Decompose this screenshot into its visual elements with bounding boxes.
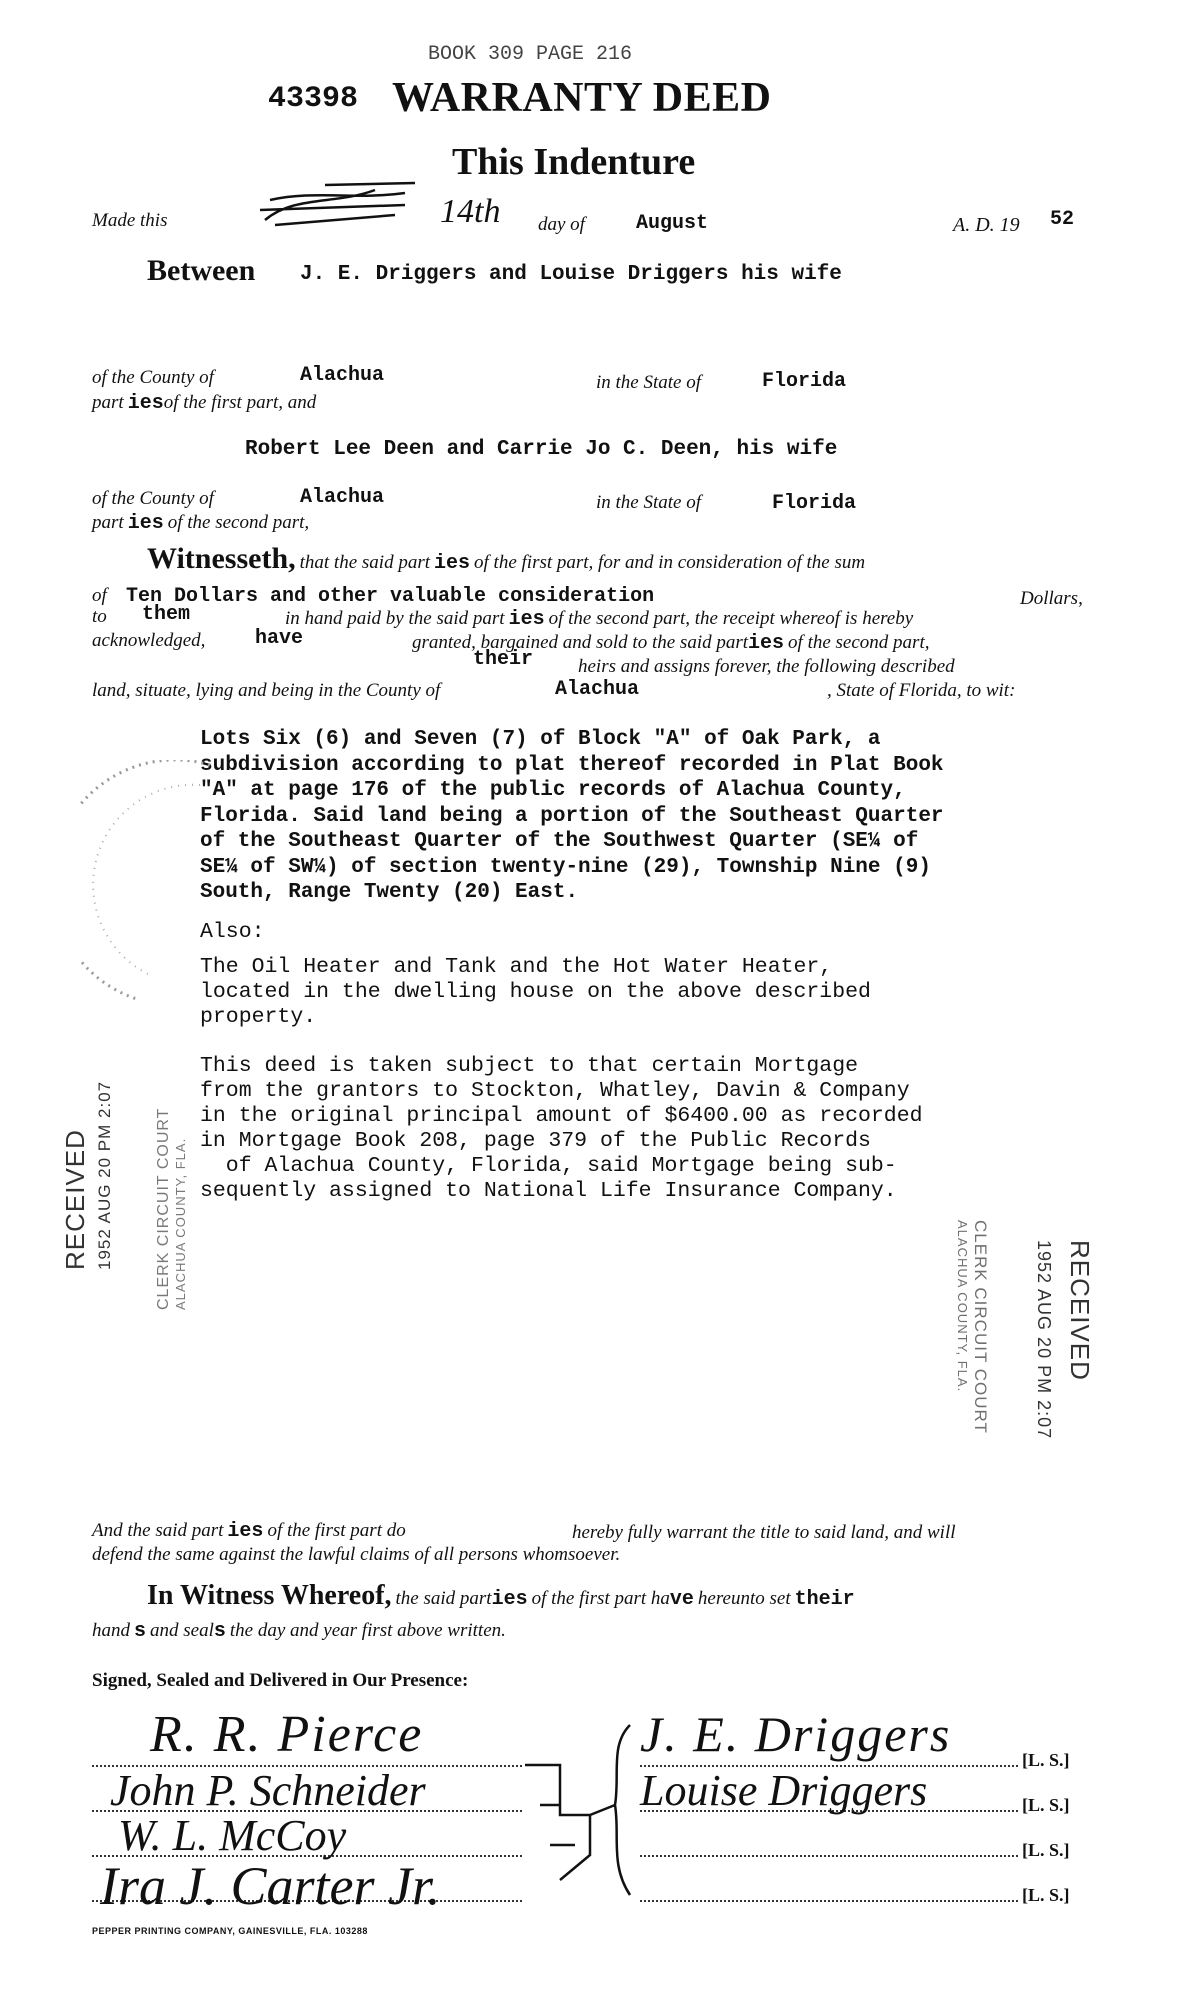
witness-whereof-label: In Witness Whereof, [147, 1580, 392, 1611]
warranty-line-1 [92, 1520, 406, 1543]
witnesseth-text: of the first part, for and in consideration of the sum [474, 552, 866, 573]
seal-label-4: [L. S.] [1022, 1885, 1070, 1905]
day-of-label: day of [538, 214, 585, 235]
included-fixtures: The Oil Heater and Tank and the Hot Water Heater, located in the dwelling house on the above described property. [200, 955, 871, 1029]
stamp-clerk: CLERK CIRCUIT COURT [155, 1107, 172, 1310]
consideration-of: of [92, 585, 107, 606]
also-label: Also: [200, 920, 265, 944]
received-stamp-right [1005, 1240, 1095, 1540]
state-of-florida-text: , State of Florida, to wit: [827, 680, 1016, 701]
acknowledged-label: acknowledged, [92, 630, 206, 651]
year-value: 52 [1050, 208, 1075, 231]
second-part-line [92, 512, 309, 535]
stamp-received: RECEIVED [60, 1129, 90, 1270]
witness-signature-4: Ira J. Carter Jr. [100, 1856, 441, 1916]
seal-label-2: [L. S.] [1022, 1795, 1070, 1815]
part-prefix: part [92, 392, 124, 413]
grantor-line-3 [640, 1855, 1018, 1857]
first-county-label: of the County of [92, 367, 214, 388]
stamp-received: RECEIVED [1065, 1240, 1095, 1381]
seal-label-1: [L. S.] [1022, 1750, 1070, 1770]
land-county: Alachua [555, 678, 640, 701]
whereof-fill: s [134, 1620, 147, 1643]
first-state: Florida [762, 370, 847, 393]
hand-seal-line [92, 1620, 506, 1643]
their-value: their [473, 648, 534, 671]
warranty-line-2: defend the same against the lawful claims of all persons whomsoever. [92, 1544, 621, 1565]
whereof-fill: ve [669, 1588, 694, 1611]
clerk-stamp-left [155, 1050, 225, 1310]
grantor-signature-1: J. E. Driggers [640, 1706, 952, 1762]
day-handwritten: 14th [440, 193, 501, 230]
paid-line [285, 608, 913, 631]
part-rest: of the second part, [167, 512, 310, 533]
witnesseth-text: granted, bargained and sold to the said part [412, 632, 749, 653]
witness-whereof-line [147, 1580, 855, 1612]
ad-label: A. D. 19 [953, 214, 1020, 236]
whereof-fill: their [794, 1588, 855, 1611]
witnesseth-text: that the said part [299, 552, 430, 573]
part-suffix: ies [127, 392, 164, 415]
grantors-names: J. E. Driggers and Louise Driggers his wife [300, 263, 842, 286]
whereof-fill: ies [491, 1588, 528, 1611]
made-this-label: Made this [92, 210, 168, 231]
clerk-stamp-right [930, 1220, 990, 1480]
between-label: Between [147, 254, 256, 287]
second-county: Alachua [300, 486, 385, 509]
signature-bracket [520, 1705, 640, 1905]
part-suffix: ies [127, 512, 164, 535]
month-value: August [636, 212, 709, 235]
consideration-amount: Ten Dollars and other valuable consideration [126, 585, 655, 608]
warranty-text: of the first part do [267, 1520, 406, 1541]
stamp-date: 1952 AUG 20 PM 2:07 [1034, 1240, 1054, 1440]
to-label: to [92, 606, 107, 627]
printer-imprint: PEPPER PRINTING COMPANY, GAINESVILLE, FLA. 103288 [92, 1926, 368, 1936]
grantor-signature-2: Louise Driggers [640, 1766, 928, 1815]
stamp-county: ALACHUA COUNTY, FLA. [173, 1137, 188, 1310]
grantees-names: Robert Lee Deen and Carrie Jo C. Deen, his wife [245, 438, 838, 461]
to-whom: them [142, 603, 191, 626]
whereof-text: hereunto set [697, 1588, 791, 1609]
warranty-fill: ies [227, 1520, 264, 1543]
have-value: have [255, 627, 304, 650]
part-prefix: part [92, 512, 124, 533]
first-state-label: in the State of [596, 372, 702, 393]
stamp-clerk: CLERK CIRCUIT COURT [971, 1220, 990, 1434]
whereof-text: hand [92, 1620, 130, 1641]
witnesseth-fill: ies [434, 552, 471, 575]
whereof-fill: s [213, 1620, 226, 1643]
stamp-county: ALACHUA COUNTY, FLA. [955, 1220, 970, 1393]
legal-description: Lots Six (6) and Seven (7) of Block "A" of Oak Park, a subdivision according to plat thereof recorded in Plat Book "A" at page 176 of the public records of Alachua County, Florida. Said land being a portion of the Southeast Quarter of the Southeast Quarter of the Southwest Quarter (SE¼ of SE¼ of SW¼) of section twenty-nine (29), Township Nine (9) South, Range Twenty (20) East. [200, 728, 944, 904]
witness-signature-2: John P. Schneider [110, 1766, 426, 1815]
witnesseth-text: of the second part, [788, 632, 930, 653]
seal-label-3: [L. S.] [1022, 1840, 1070, 1860]
first-part-line [92, 392, 316, 415]
deed-title: WARRANTY DEED [392, 75, 772, 121]
witnesseth-fill: ies [748, 632, 785, 655]
second-state: Florida [772, 492, 857, 515]
whereof-text: and seal [150, 1620, 214, 1641]
second-state-label: in the State of [596, 492, 702, 513]
stamp-date: 1952 AUG 20 PM 2:07 [95, 1080, 114, 1270]
warranty-text: And the said part [92, 1520, 224, 1541]
witness-signature-3: W. L. McCoy [118, 1811, 347, 1860]
whereof-text: of the first part ha [531, 1588, 670, 1609]
part-rest: of the first part, and [163, 392, 317, 413]
warranty-text-2: hereby fully warrant the title to said land, and will [572, 1522, 956, 1543]
deed-number: 43398 [268, 82, 359, 116]
witnesseth-label: Witnesseth, [147, 542, 296, 575]
witness-signature-1: R. R. Pierce [150, 1706, 424, 1763]
witnesseth-text: in hand paid by the said part [285, 608, 505, 629]
grantor-line-4 [640, 1900, 1018, 1902]
received-stamp-left [60, 980, 130, 1270]
witnesseth-fill: ies [508, 608, 545, 631]
whereof-text: the day and year first above written. [229, 1620, 506, 1641]
witnesseth-text: of the second part, the receipt whereof is hereby [548, 608, 914, 629]
dollars-label: Dollars, [1020, 588, 1083, 609]
second-county-label: of the County of [92, 488, 214, 509]
whereof-text: the said part [395, 1588, 492, 1609]
land-situate-text: land, situate, lying and being in the County of [92, 680, 441, 701]
signed-sealed-heading: Signed, Sealed and Delivered in Our Presence: [92, 1670, 469, 1691]
witnesseth-line-1 [147, 542, 865, 576]
first-county: Alachua [300, 364, 385, 387]
mortgage-clause: This deed is taken subject to that certain Mortgage from the grantors to Stockton, Whatley, Davin & Company in the original principal amount of $6400.00 as recorded in Mortgage Book 208, page 379 of the Public Records of Alachua County, Florida, said Mortgage being sub- sequently assigned to National Life Insurance Company. [200, 1054, 923, 1203]
book-page-stamp: BOOK 309 PAGE 216 [428, 43, 633, 66]
heirs-text: heirs and assigns forever, the following described [578, 656, 955, 677]
indenture-title: This Indenture [452, 141, 696, 183]
struck-out-day-scribble [255, 165, 425, 245]
